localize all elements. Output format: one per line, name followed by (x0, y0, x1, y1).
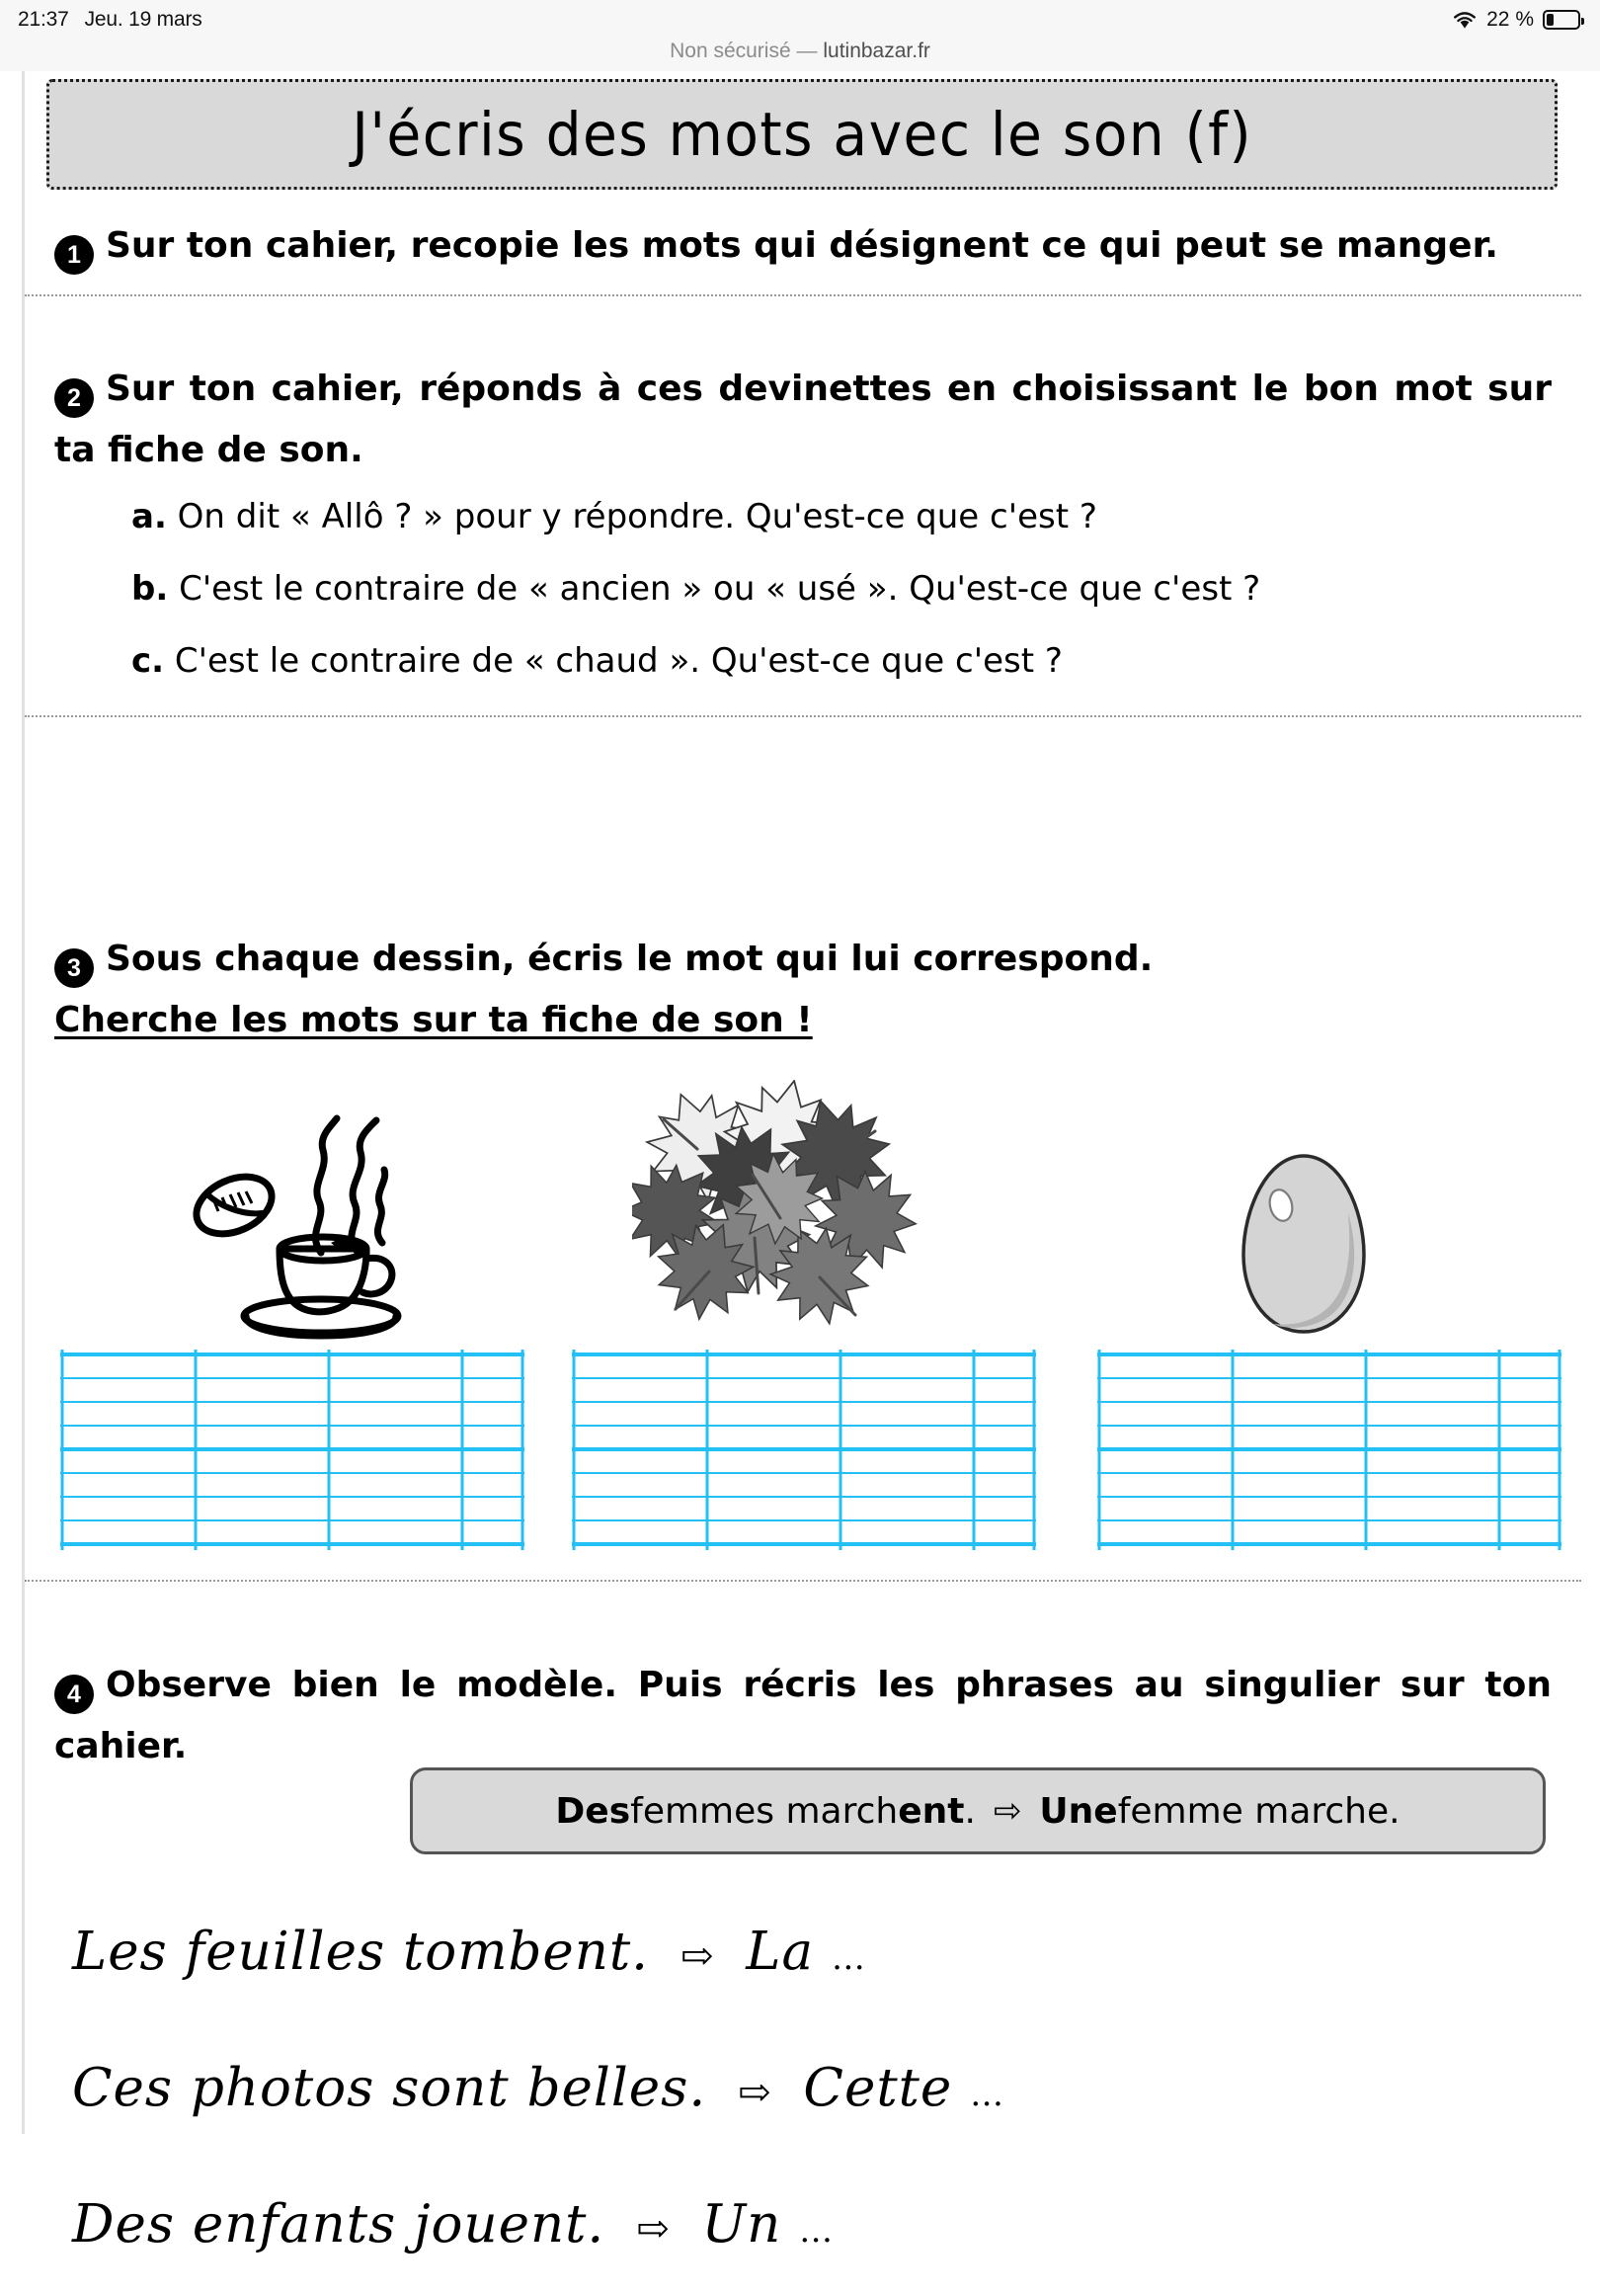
riddle-c-text: C'est le contraire de « chaud ». Qu'est-ce que c'est ? (174, 641, 1063, 681)
drawing-cell-1 (54, 1065, 538, 1342)
exercise-3-number: 3 (54, 948, 94, 988)
cursive-3-arrow-icon: ⇨ (636, 2206, 671, 2252)
riddle-c (54, 625, 1552, 697)
autumn-leaves-icon (632, 1080, 928, 1342)
worksheet-page (0, 71, 1600, 2255)
model-plural-period: . (964, 1790, 976, 1832)
cursive-1-arrow-icon: ⇨ (680, 1933, 715, 1979)
worksheet-title-banner (46, 79, 1558, 190)
exercise-2 (25, 343, 1581, 717)
drawing-cell-3 (1062, 1065, 1546, 1342)
clock-time: 21:37 (18, 8, 69, 31)
exercise-1-number: 1 (54, 235, 94, 275)
exercise-4-instruction (54, 1655, 1552, 1777)
cursive-2-ellipsis: … (970, 2075, 1005, 2114)
egg-icon (1230, 1144, 1378, 1342)
cursive-sentence-2 (72, 2023, 1534, 2160)
model-plural-suffix: ent (898, 1790, 965, 1832)
clock-date: Jeu. 19 mars (84, 8, 202, 31)
exercise-3-subinstruction (54, 990, 1552, 1051)
riddle-a (54, 481, 1552, 553)
security-status-label: Non sécurisé (670, 40, 791, 62)
seyes-grid-1[interactable] (60, 1350, 524, 1550)
page-title: J'écris des mots avec le son (f) (352, 99, 1252, 170)
exercise-3-drawings (54, 1065, 1552, 1342)
model-singular-determiner: Une (1039, 1790, 1118, 1832)
ios-status-bar (0, 6, 1600, 36)
cursive-1-singular-start: La (746, 1922, 815, 1982)
exercise-3-answer-grids (54, 1350, 1552, 1562)
address-host: lutinbazar.fr (823, 40, 930, 62)
riddle-b (54, 553, 1552, 625)
drawing-cell-2 (538, 1065, 1022, 1342)
exercise-3-instruction-text: Sous chaque dessin, écris le mot qui lui correspond. (106, 939, 1154, 979)
exercise-2-instruction-text: Sur ton cahier, réponds à ces devinettes en choisissant le bon mot sur ta fiche de son. (54, 369, 1552, 470)
exercise-4-model-box (410, 1767, 1546, 1854)
browser-chrome (0, 0, 1600, 71)
cursive-2-singular-start: Cette (803, 2058, 953, 2118)
model-plural-determiner: Des (555, 1790, 631, 1832)
exercise-4-number: 4 (54, 1675, 94, 1714)
exercise-1 (25, 200, 1581, 296)
exercise-3-instruction (54, 929, 1552, 990)
coffee-cup-icon (173, 1085, 420, 1342)
exercise-3 (25, 913, 1581, 1582)
address-separator: — (796, 40, 818, 62)
address-bar[interactable] (0, 40, 1600, 63)
wifi-icon (1452, 10, 1478, 30)
status-bar-right (1452, 8, 1580, 32)
exercise-2-instruction (54, 359, 1552, 481)
worksheet-content (22, 71, 1578, 2255)
exercise-1-instruction-text: Sur ton cahier, recopie les mots qui désignent ce qui peut se manger. (106, 225, 1498, 266)
cursive-sentence-3 (72, 2160, 1534, 2296)
exercise-2-number: 2 (54, 378, 94, 418)
model-plural-rest: femmes march (630, 1790, 899, 1832)
cursive-3-plural: Des enfants jouent. (72, 2194, 605, 2255)
riddle-b-letter: b. (131, 568, 169, 609)
seyes-grid-2[interactable] (572, 1350, 1036, 1550)
cursive-1-plural: Les feuilles tombent. (72, 1922, 650, 1982)
status-bar-left (18, 8, 202, 32)
cursive-2-plural: Ces photos sont belles. (72, 2058, 707, 2118)
cursive-2-arrow-icon: ⇨ (738, 2070, 772, 2115)
exercise-4-instruction-text: Observe bien le modèle. Puis récris les phrases au singulier sur ton cahier. (54, 1665, 1552, 1766)
cursive-3-ellipsis: … (799, 2211, 835, 2251)
cursive-1-ellipsis: … (831, 1938, 866, 1978)
battery-percent-label: 22 % (1486, 8, 1534, 31)
exercise-3-subinstruction-text: Cherche les mots sur ta fiche de son ! (54, 999, 813, 1040)
model-arrow-icon: ⇨ (993, 1791, 1022, 1831)
exercise-4-sentences (72, 1887, 1534, 2296)
riddle-a-text: On dit « Allô ? » pour y répondre. Qu'est-ce que c'est ? (177, 496, 1097, 536)
exercise-1-instruction (54, 215, 1552, 277)
battery-icon (1543, 10, 1580, 30)
cursive-3-singular-start: Un (701, 2194, 782, 2255)
model-singular-rest: femme marche. (1117, 1790, 1400, 1832)
seyes-grid-3[interactable] (1097, 1350, 1561, 1550)
riddle-a-letter: a. (131, 496, 167, 536)
cursive-sentence-1 (72, 1887, 1534, 2023)
riddle-b-text: C'est le contraire de « ancien » ou « usé ». Qu'est-ce que c'est ? (179, 568, 1261, 609)
riddle-c-letter: c. (131, 641, 165, 681)
